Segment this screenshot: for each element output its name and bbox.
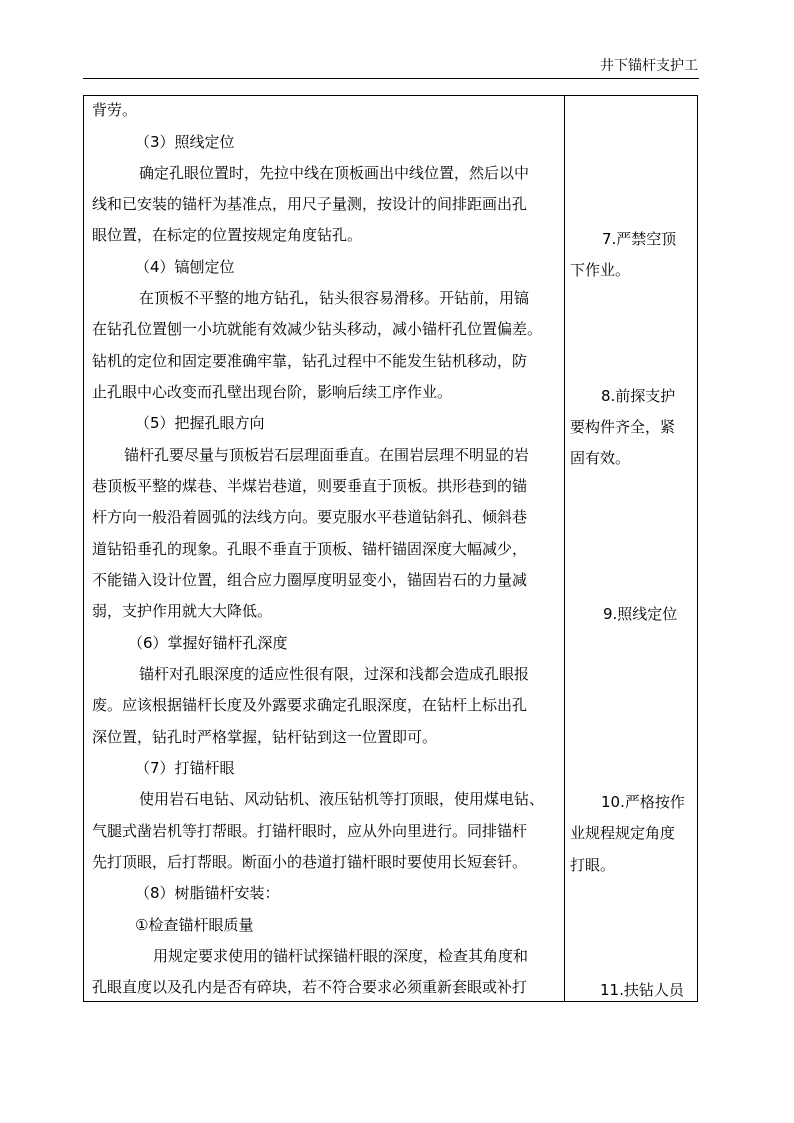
side-note-line: 8.前探支护 xyxy=(601,387,676,405)
text-line: 背劳。 xyxy=(92,101,138,119)
text-line: 眼位置，在标定的位置按规定角度钻孔。 xyxy=(92,226,363,244)
side-note-line: 下作业。 xyxy=(570,261,631,279)
text-line: 锚杆孔要尽量与顶板岩石层理面垂直。在围岩层理不明显的岩 xyxy=(124,446,530,464)
side-note-line: 9.照线定位 xyxy=(603,605,678,623)
text-line: 废。应该根据锚杆长度及外露要求确定孔眼深度，在钻杆上标出孔 xyxy=(92,696,528,714)
section-heading: （3）照线定位 xyxy=(135,133,235,151)
section-heading: （5）把握孔眼方向 xyxy=(135,414,265,432)
text-line: 不能锚入设计位置，组合应力圈厚度明显变小，锚固岩石的力量减 xyxy=(92,571,528,589)
text-line: 在顶板不平整的地方钻孔，钻头很容易滑移。开钻前，用镐 xyxy=(139,289,530,307)
side-note-line: 业规程规定角度 xyxy=(570,824,676,842)
side-note-line: 7.严禁空顶 xyxy=(602,230,677,248)
text-line: 弱，支护作用就大大降低。 xyxy=(92,602,273,620)
content-table xyxy=(83,95,698,1002)
side-notes-column xyxy=(565,96,697,1001)
text-line: 确定孔眼位置时，先拉中线在顶板画出中线位置，然后以中 xyxy=(139,164,530,182)
text-line: 先打顶眼，后打帮眼。断面小的巷道打锚杆眼时要使用长短套钎。 xyxy=(92,853,528,871)
text-line: 杆方向一般沿着圆弧的法线方向。要克服水平巷道钻斜孔、倾斜巷 xyxy=(92,508,528,526)
side-note-line: 固有效。 xyxy=(570,449,631,467)
header-title: 井下锚杆支护工 xyxy=(600,58,698,74)
section-heading: ①检查锚杆眼质量 xyxy=(135,916,254,934)
side-note-line: 打眼。 xyxy=(570,856,616,874)
text-line: 用规定要求使用的锚杆试探锚杆眼的深度，检查其角度和 xyxy=(153,947,529,965)
section-heading: （6）掌握好锚杆孔深度 xyxy=(128,634,288,652)
section-heading: （4）镐刨定位 xyxy=(135,258,235,276)
text-line: 线和已安装的锚杆为基准点，用尺子量测，按设计的间排距画出孔 xyxy=(92,195,528,213)
text-line: 锚杆对孔眼深度的适应性很有限，过深和浅都会造成孔眼报 xyxy=(139,665,530,683)
text-line: 道钻铅垂孔的现象。孔眼不垂直于顶板、锚杆锚固深度大幅减少， xyxy=(92,540,528,558)
text-line: 深位置，钻孔时严格掌握，钻杆钻到这一位置即可。 xyxy=(92,728,438,746)
text-line: 钻机的定位和固定要准确牢靠，钻孔过程中不能发生钻机移动，防 xyxy=(92,352,528,370)
side-note-line: 10.严格按作 xyxy=(601,793,685,811)
text-line: 使用岩石电钻、风动钻机、液压钻机等打顶眼，使用煤电钻、 xyxy=(139,790,545,808)
text-line: 在钻孔位置刨一小坑就能有效减少钻头移动，减小锚杆孔位置偏差。 xyxy=(92,320,543,338)
side-note-line: 11.扶钻人员 xyxy=(600,981,684,999)
text-line: 气腿式凿岩机等打帮眼。打锚杆眼时，应从外向里进行。同排锚杆 xyxy=(92,822,528,840)
text-line: 巷顶板平整的煤巷、半煤岩巷道，则要垂直于顶板。拱形巷到的锚 xyxy=(92,477,528,495)
side-note-line: 要构件齐全，紧 xyxy=(570,418,676,436)
section-heading: （8）树脂锚杆安装： xyxy=(135,884,280,902)
text-line: 孔眼直度以及孔内是否有碎块，若不符合要求必须重新套眼或补打 xyxy=(92,978,528,996)
section-heading: （7）打锚杆眼 xyxy=(135,759,235,777)
text-line: 止孔眼中心改变而孔壁出现台阶，影响后续工序作业。 xyxy=(92,383,453,401)
header-rule xyxy=(83,78,699,79)
